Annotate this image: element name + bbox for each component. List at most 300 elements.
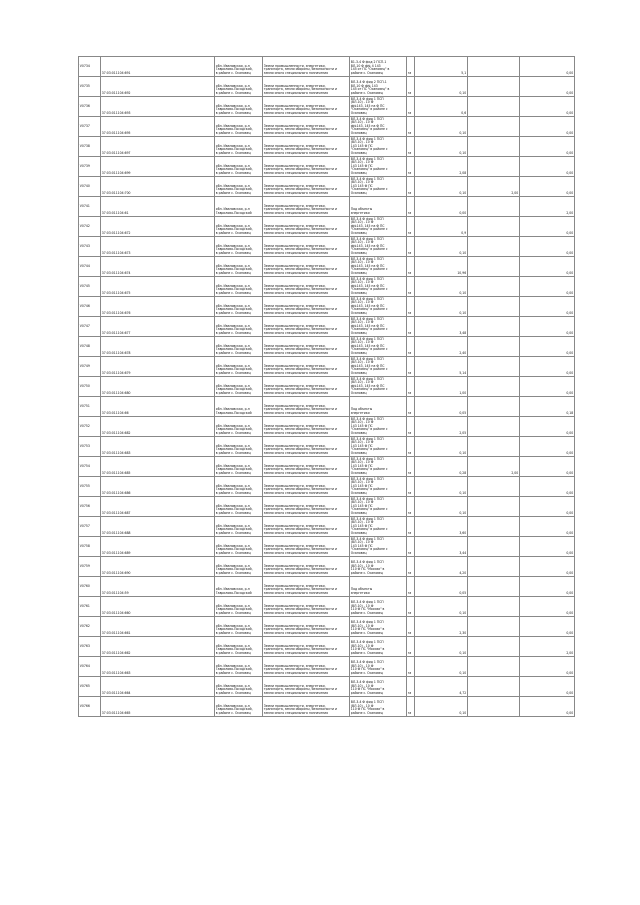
cadastral-number: 37:03:011104:665 [101,697,215,717]
object-location: ВЛ-3-4 Ф фид 1 ПСП (ВЛ-10) - 10 Ф ф№143, 145 на Ф ПС "Осановец" в районе с Осановец [350,357,407,377]
cadastral-number: 37:03:011104:61 [101,197,215,217]
value-1 [468,437,520,457]
row-id: V0735 [79,77,101,97]
table-row [79,257,575,277]
address: обл. Ивановская, р-н Гаврилово-Посадский, в районе с. Осановец [215,417,263,437]
address: обл. Ивановская, р-н Гаврилово-Посадский, в районе с. Осановец [215,357,263,377]
table-row [79,157,575,177]
value-2: 0,00 [520,317,575,337]
row-id: V0759 [79,557,101,577]
land-category: Земли промышленности, энергетики, транспорта, земли обороны, безопасности и земли иного специального назначения [263,397,350,417]
unit: га [407,357,415,377]
value-1 [468,657,520,677]
object-location: ВЛ-3-4 Ф фид 1 ПСП (ВЛ-10) - 10 Ф ф№143, 145 на Ф ПС "Осановец" в районе с Осановец [350,277,407,297]
unit: га [407,137,415,157]
table-row [79,277,575,297]
row-id: V0738 [79,137,101,157]
address: обл. Ивановская, р-н Гаврилово-Посадский, в районе с. Осановец [215,157,263,177]
table-row [79,397,575,417]
value-1 [468,417,520,437]
table-row [79,637,575,657]
value-1 [468,157,520,177]
value-1 [468,97,520,117]
object-location: ВЛ-3-4 Ф фид 1 ПСП (ВЛ-10) - 10 Ф 143 145 Ф ПС "Осановец" в районе с Осановец [350,417,407,437]
area-value: 4,20 [415,557,468,577]
value-1 [468,337,520,357]
area-value: 5,14 [415,357,468,377]
land-category: Земли промышленности, энергетики, транспорта, земли обороны, безопасности и земли иного специального назначения [263,117,350,137]
cadastral-number: 37:03:011104:700 [101,177,215,197]
row-id: V0742 [79,217,101,237]
unit: га [407,57,415,77]
cadastral-number: 37:03:011104:663 [101,657,215,677]
value-2: 0,18 [520,397,575,417]
unit: га [407,277,415,297]
value-2: 0,00 [520,477,575,497]
cadastral-table [78,56,575,717]
object-location: ВЛ-3-4 Ф фид 1 ПСП (ВЛ-10) - 10 Ф 110 Ф ПС "Москва" в районе с. Осановец [350,637,407,657]
row-id: V0749 [79,357,101,377]
land-category: Земли промышленности, энергетики, транспорта, земли обороны, безопасности и земли иного специального назначения [263,637,350,657]
area-value: 0,28 [415,457,468,477]
address: обл. Ивановская, р-н Гаврилово-Посадский, в районе с. Осановец [215,337,263,357]
land-category: Земли промышленности, энергетики, транспорта, земли обороны, безопасности и земли иного специального назначения [263,297,350,317]
object-location: ВЛ-3-4 Ф фид 1 ПСП (ВЛ-10) - 10 Ф ф№143, 145 на Ф ПС "Осановец" в районе с Осановец [350,317,407,337]
row-id: V0743 [79,237,101,257]
row-id: V0763 [79,637,101,657]
land-category: Земли промышленности, энергетики, транспорта, земли обороны, безопасности и земли иного специального назначения [263,617,350,637]
unit: га [407,257,415,277]
land-category: Земли промышленности, энергетики, транспорта, земли обороны, безопасности и земли иного специального назначения [263,177,350,197]
address: обл. Ивановская, р-н Гаврилово-Посадский, в районе с. Осановец [215,237,263,257]
table-row [79,97,575,117]
address: обл. Ивановская, р-н Гаврилово-Посадский, в районе с. Осановец [215,377,263,397]
row-id: V0745 [79,277,101,297]
area-value: 5,1 [415,57,468,77]
land-category: Земли промышленности, энергетики, транспорта, земли обороны, безопасности и земли иного специального назначения [263,417,350,437]
table-row [79,217,575,237]
object-location: ВЛ-3-4 Ф фид 1 ПСП (ВЛ-10) - 10 Ф ф№143, 145 на Ф ПС "Осановец" в районе с Осановец [350,97,407,117]
unit: га [407,677,415,697]
table-row [79,617,575,637]
value-1 [468,357,520,377]
value-2: 0,00 [520,337,575,357]
value-2: 0,00 [520,537,575,557]
value-2: 0,00 [520,137,575,157]
table-row [79,177,575,197]
value-1 [468,477,520,497]
row-id: V0762 [79,617,101,637]
value-2: 0,00 [520,277,575,297]
area-value: 0,10 [415,177,468,197]
unit: га [407,317,415,337]
value-1: 2,00 [468,177,520,197]
land-category: Земли промышленности, энергетики, транспорта, земли обороны, безопасности и земли иного специального назначения [263,677,350,697]
object-location: ВЛ-3-4 Ф фид 1 ПСП (ВЛ-10) - 10 Ф 143 145 Ф ПС "Осановец" в районе с Осановец [350,477,407,497]
table-row [79,577,575,597]
address: обл. Ивановская, р-н Гаврилово-Посадский, в районе с. Осановец [215,597,263,617]
value-2: 0,00 [520,357,575,377]
land-category: Земли промышленности, энергетики, транспорта, земли обороны, безопасности и земли иного специального назначения [263,457,350,477]
value-1 [468,677,520,697]
value-2: 0,00 [520,237,575,257]
cadastral-number: 37:03:011104:687 [101,497,215,517]
area-value: 2,30 [415,617,468,637]
object-location: ВЛ-3-4 Ф фид 1 ПСП (ВЛ-10) - 10 Ф 143 145 Ф ПС "Осановец" в районе с Осановец [350,437,407,457]
unit: га [407,77,415,97]
value-1 [468,397,520,417]
land-category: Земли промышленности, энергетики, транспорта, земли обороны, безопасности и земли иного специального назначения [263,137,350,157]
object-location: ВЛ-3-4 Ф фид 1 ПСП (ВЛ-10) - 10 Ф 110 Ф ПС "Москва" в районе с. Осановец [350,677,407,697]
value-2: 0,00 [520,677,575,697]
land-category: Земли промышленности, энергетики, транспорта, земли обороны, безопасности и земли иного специального назначения [263,537,350,557]
cadastral-number: 37:03:011104:662 [101,637,215,657]
address: обл. Ивановская, р-н Гаврилово-Посадский, в районе с. Осановец [215,177,263,197]
land-category: Земли промышленности, энергетики, транспорта, земли обороны, безопасности и земли иного специального назначения [263,97,350,117]
area-value: 0,9 [415,217,468,237]
table-row [79,497,575,517]
object-location: ВЛ-3-4 Ф фид 1 ПСП (ВЛ-10) - 10 Ф 110 Ф ПС "Москва" в районе с. Осановец [350,597,407,617]
value-2: 0,00 [520,557,575,577]
table-row [79,297,575,317]
unit: га [407,697,415,717]
value-1 [468,517,520,537]
address: обл. Ивановская, р-н Гаврилово-Посадский, в районе с. Осановец [215,557,263,577]
unit: га [407,537,415,557]
object-location: ВЛ-3-4 Ф фид 1 ПСП (ВЛ-10) - 10 Ф ф№143, 145 на Ф ПС "Осановец" в районе с Осановец [350,217,407,237]
unit: га [407,577,415,597]
cadastral-number: 37:03:011104:664 [101,677,215,697]
object-location: ВЛ-3-4 Ф фид 1 ПСП (ВЛ-10) - 10 Ф 143 145 Ф ПС "Осановец" в районе с Осановец [350,517,407,537]
address: обл. Ивановская, р-н Гаврилово-Посадский [215,577,263,597]
object-location: ВЛ-3-4 Ф фид 1 ПСП (ВЛ-10) - 10 Ф ф№143, 145 на Ф ПС "Осановец" в районе с Осановец [350,377,407,397]
row-id: V0758 [79,537,101,557]
land-category: Земли промышленности, энергетики, транспорта, земли обороны, безопасности и земли иного специального назначения [263,497,350,517]
land-category: Земли промышленности, энергетики, транспорта, земли обороны, безопасности и земли иного специального назначения [263,77,350,97]
unit: га [407,437,415,457]
address: обл. Ивановская, р-н Гаврилово-Посадский, в районе с. Осановец [215,317,263,337]
row-id: V0744 [79,257,101,277]
table-row [79,417,575,437]
address: обл. Ивановская, р-н Гаврилово-Посадский, в районе с. Осановец [215,537,263,557]
table-body [79,57,575,717]
row-id: V0752 [79,417,101,437]
row-id: V0760 [79,577,101,597]
row-id: V0737 [79,117,101,137]
value-2: 0,00 [520,417,575,437]
cadastral-number: 37:03:011104:695 [101,117,215,137]
land-category: Земли промышленности, энергетики, транспорта, земли обороны, безопасности и земли иного специального назначения [263,477,350,497]
object-location: Под объекты энергетики [350,397,407,417]
cadastral-number: 37:03:011104:676 [101,297,215,317]
object-location: ВЛ-3-4 Ф фид 1 ПСП (ВЛ-10) - 10 Ф 143 145 Ф ПС "Осановец" в районе с Осановец [350,157,407,177]
object-location: ВЛ-3-4 Ф фид 1 ПСП (ВЛ-10) - 10 Ф 110 Ф ПС "Москва" в районе с. Осановец [350,697,407,717]
cadastral-number: 37:03:011104:682 [101,417,215,437]
cadastral-number: 37:03:011104:66 [101,397,215,417]
value-2: 0,00 [520,117,575,137]
area-value: 3,60 [415,517,468,537]
object-location: ВЛ-3-4 Ф фид 1 ПСП (ВЛ-10) - 10 Ф 143 145 Ф ПС "Осановец" в районе с Осановец [350,497,407,517]
area-value: 0,10 [415,437,468,457]
unit: га [407,97,415,117]
value-2: 0,00 [520,97,575,117]
object-location: ВЛ-3-4 Ф фид 1 ПСП (ВЛ-10) - 10 Ф 143 145 Ф ПС "Осановец" в районе с Осановец [350,457,407,477]
object-location: В1-3-4 Ф фид 2 ПСП-1 ВЛ-10 Ф ф№ 4 143 145 от ПС "Осановец" в районе с. Осановец [350,57,407,77]
value-2: 0,00 [520,257,575,277]
unit: га [407,477,415,497]
row-id: V0755 [79,477,101,497]
unit: га [407,637,415,657]
table-row [79,677,575,697]
cadastral-number: 37:03:011104:692 [101,77,215,97]
land-category: Земли промышленности, энергетики, транспорта, земли обороны, безопасности и земли иного специального назначения [263,217,350,237]
object-location: ВЛ-3-4 Ф фид 1 ПСП (ВЛ-10) - 10 Ф 143 145 Ф ПС "Осановец" в районе с Осановец [350,137,407,157]
area-value: 3,48 [415,317,468,337]
value-2: 2,00 [520,637,575,657]
land-category: Земли промышленности, энергетики, транспорта, земли обороны, безопасности и земли иного специального назначения [263,237,350,257]
cadastral-number: 37:03:011104:660 [101,597,215,617]
table-row [79,337,575,357]
table-row [79,437,575,457]
cadastral-number: 37:03:011104:685 [101,457,215,477]
table-row [79,557,575,577]
table-row [79,597,575,617]
row-id: V0765 [79,677,101,697]
land-category: Земли промышленности, энергетики, транспорта, земли обороны, безопасности и земли иного специального назначения [263,377,350,397]
table-row [79,57,575,77]
area-value: 10,96 [415,257,468,277]
land-category: Земли промышленности, энергетики, транспорта, земли обороны, безопасности и земли иного специального назначения [263,157,350,177]
cadastral-number: 37:03:011104:677 [101,317,215,337]
object-location: ВЛ-3-4 Ф фид 1 ПСП (ВЛ-10) - 10 Ф 110 Ф ПС "Москва" в районе с. Осановец [350,617,407,637]
value-1 [468,637,520,657]
row-id: V0740 [79,177,101,197]
area-value: 2,08 [415,157,468,177]
unit: га [407,197,415,217]
area-value: 0,10 [415,77,468,97]
object-location: ВЛ-3-4 Ф фид 1 ПСП (ВЛ-10) - 10 Ф 143 145 Ф ПС "Осановец" в районе с Осановец [350,537,407,557]
unit: га [407,297,415,317]
row-id: V0741 [79,197,101,217]
cadastral-number: 37:03:011104:693 [101,97,215,117]
value-1 [468,277,520,297]
object-location: ВЛ-3-4 Ф фид 1 ПСП (ВЛ-10) - 10 Ф ф№143, 145 на Ф ПС "Осановец" в районе с Осановец [350,117,407,137]
land-category: Земли промышленности, энергетики, транспорта, земли обороны, безопасности и земли иного специального назначения [263,437,350,457]
value-2: 0,00 [520,597,575,617]
value-1 [468,197,520,217]
value-1: 2,00 [468,457,520,477]
value-1 [468,137,520,157]
address: обл. Ивановская, р-н Гаврилово-Посадский, в районе с. Осановец [215,657,263,677]
area-value: 0,10 [415,117,468,137]
area-value: 1,00 [415,377,468,397]
row-id: V0756 [79,497,101,517]
row-id: V0739 [79,157,101,177]
table-row [79,377,575,397]
object-location: ВЛ-3-4 Ф фид 1 ПСП (ВЛ-10) - 10 Ф ф№143, 145 на Ф ПС "Осановец" в районе с Осановец [350,297,407,317]
area-value: 3,44 [415,537,468,557]
area-value: 0,10 [415,237,468,257]
unit: га [407,497,415,517]
row-id: V0746 [79,297,101,317]
unit: га [407,217,415,237]
value-2: 0,00 [520,437,575,457]
table-row [79,657,575,677]
land-category: Земли промышленности, энергетики, транспорта, земли обороны, безопасности и земли иного специального назначения [263,557,350,577]
cadastral-number: 37:03:011104:678 [101,337,215,357]
land-category: Земли промышленности, энергетики, транспорта, земли обороны, безопасности и земли иного специального назначения [263,657,350,677]
cadastral-number: 37:03:011104:691 [101,57,215,77]
table-row [79,357,575,377]
unit: га [407,417,415,437]
unit: га [407,337,415,357]
area-value: 0,10 [415,137,468,157]
value-2: 0,00 [520,577,575,597]
cadastral-number: 37:03:011104:674 [101,257,215,277]
object-location: Под объекты энергетики [350,577,407,597]
area-value: 0,10 [415,297,468,317]
unit: га [407,157,415,177]
value-1 [468,617,520,637]
object-location: ВЛ-3-4 Ф фид 1 ПСП (ВЛ-10) - 10 Ф ф№143, 145 на Ф ПС "Осановец" в районе с Осановец [350,257,407,277]
object-location: ВЛ-3-4 Ф фид 1 ПСП (ВЛ-10) - 10 Ф 110 Ф ПС "Москва" в районе с. Осановец [350,557,407,577]
area-value: 0,10 [415,637,468,657]
table-row [79,517,575,537]
address: обл. Ивановская, р-н Гаврилово-Посадский, в районе с. Осановец [215,97,263,117]
address: обл. Ивановская, р-н Гаврилово-Посадский, в районе с. Осановец [215,517,263,537]
land-category: Земли промышленности, энергетики, транспорта, земли обороны, безопасности и земли иного специального назначения [263,197,350,217]
address: обл. Ивановская, р-н Гаврилово-Посадский, в районе с. Осановец [215,277,263,297]
cadastral-number: 37:03:011104:699 [101,157,215,177]
address: обл. Ивановская, р-н Гаврилово-Посадский [215,397,263,417]
address: обл. Ивановская, р-н Гаврилово-Посадский, в районе с. Осановец [215,257,263,277]
row-id: V0736 [79,97,101,117]
object-location: ВЛ-3-4 Ф фид 1 ПСП (ВЛ-10) - 10 Ф ф№143, 145 на Ф ПС "Осановец" в районе с Осановец [350,237,407,257]
cadastral-number: 37:03:011104:672 [101,217,215,237]
object-location: ВЛ-3-4 Ф фид 1 ПСП (ВЛ-10) - 10 Ф 110 Ф ПС "Москва" в районе с. Осановец [350,657,407,677]
row-id: V0764 [79,657,101,677]
cadastral-number: 37:03:011104:680 [101,377,215,397]
unit: га [407,237,415,257]
unit: га [407,617,415,637]
row-id: V0750 [79,377,101,397]
row-id: V0734 [79,57,101,77]
address: обл. Ивановская, р-н Гаврилово-Посадский, в районе с. Осановец [215,117,263,137]
object-location: ВЛ-3-4 Ф фид 1 ПСП (ВЛ-10) - 10 Ф 143 145 Ф ПС "Осановец" в районе с Осановец [350,177,407,197]
cadastral-number: 37:03:011104:690 [101,557,215,577]
land-category: Земли промышленности, энергетики, транспорта, земли обороны, безопасности и земли иного специального назначения [263,257,350,277]
table-row [79,697,575,717]
address: обл. Ивановская, р-н Гаврилово-Посадский [215,197,263,217]
value-1 [468,497,520,517]
row-id: V0751 [79,397,101,417]
address: обл. Ивановская, р-н Гаврилово-Посадский, в районе с. Осановец [215,497,263,517]
row-id: V0757 [79,517,101,537]
area-value: 4,72 [415,677,468,697]
value-1 [468,597,520,617]
value-2: 0,00 [520,57,575,77]
row-id: V0754 [79,457,101,477]
address: обл. Ивановская, р-н Гаврилово-Посадский, в районе с. Осановец [215,137,263,157]
table-row [79,237,575,257]
unit: га [407,377,415,397]
address: обл. Ивановская, р-н Гаврилово-Посадский, в районе с. Осановец [215,637,263,657]
value-1 [468,577,520,597]
value-1 [468,297,520,317]
area-value: 0,05 [415,577,468,597]
address: обл. Ивановская, р-н Гаврилово-Посадский, в районе с. Осановец [215,697,263,717]
area-value: 2,05 [415,417,468,437]
cadastral-number: 37:03:011104:686 [101,477,215,497]
row-id: V0761 [79,597,101,617]
value-1 [468,377,520,397]
table-row [79,317,575,337]
value-1 [468,117,520,137]
cadastral-number: 37:03:011104:59 [101,577,215,597]
unit: га [407,597,415,617]
value-2: 0,00 [520,377,575,397]
address: обл. Ивановская, р-н Гаврилово-Посадский, в районе с. Осановец [215,297,263,317]
value-2: 0,00 [520,657,575,677]
land-category: Земли промышленности, энергетики, транспорта, земли обороны, безопасности и земли иного специального назначения [263,697,350,717]
address: обл. Ивановская, р-н Гаврилово-Посадский, в районе с. Осановец [215,57,263,77]
value-1 [468,77,520,97]
cadastral-number: 37:03:011104:673 [101,237,215,257]
value-2: 0,00 [520,177,575,197]
value-1 [468,697,520,717]
value-2: 0,00 [520,697,575,717]
area-value: 0,10 [415,497,468,517]
unit: га [407,517,415,537]
cadastral-number: 37:03:011104:689 [101,537,215,557]
area-value: 0,05 [415,397,468,417]
table-row [79,457,575,477]
land-category: Земли промышленности, энергетики, транспорта, земли обороны, безопасности и земли иного специального назначения [263,317,350,337]
area-value: 0,6 [415,97,468,117]
object-location: Под объекты энергетики [350,197,407,217]
row-id: V0766 [79,697,101,717]
value-2: 0,00 [520,297,575,317]
object-location: ВЛ-3-4 Ф фид 2 ПСП-1 ВЛ-10 Ф ф№ 143 145 от ПС "Осановец" в районе с. Осановец [350,77,407,97]
land-category: Земли промышленности, энергетики, транспорта, земли обороны, безопасности и земли иного специального назначения [263,517,350,537]
cadastral-number: 37:03:011104:697 [101,137,215,157]
value-1 [468,217,520,237]
area-value: 0,00 [415,197,468,217]
value-2: 2,00 [520,197,575,217]
cadastral-number: 37:03:011104:661 [101,617,215,637]
value-2: 0,00 [520,457,575,477]
unit: га [407,657,415,677]
area-value: 0,10 [415,657,468,677]
table-row [79,137,575,157]
value-1 [468,537,520,557]
land-category: Земли промышленности, энергетики, транспорта, земли обороны, безопасности и земли иного специального назначения [263,337,350,357]
cadastral-number: 37:03:011104:679 [101,357,215,377]
value-1 [468,257,520,277]
value-2: 0,00 [520,157,575,177]
address: обл. Ивановская, р-н Гаврилово-Посадский, в районе с. Осановец [215,677,263,697]
table-row [79,477,575,497]
unit: га [407,457,415,477]
value-1 [468,317,520,337]
cadastral-number: 37:03:011104:675 [101,277,215,297]
land-category: Земли промышленности, энергетики, транспорта, земли обороны, безопасности и земли иного специального назначения [263,357,350,377]
cadastral-number: 37:03:011104:683 [101,437,215,457]
unit: га [407,117,415,137]
table-row [79,537,575,557]
table-row [79,117,575,137]
land-category: Земли промышленности, энергетики, транспорта, земли обороны, безопасности и земли иного специального назначения [263,577,350,597]
